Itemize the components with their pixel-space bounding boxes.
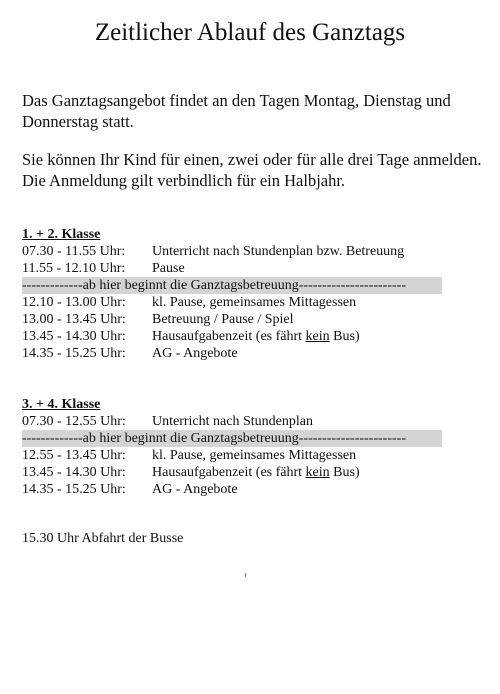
underlined-word: kein <box>305 465 330 480</box>
schedule-grade-3-4 <box>22 413 442 498</box>
schedule-row <box>22 294 442 311</box>
schedule-time: 07.30 - 12.55 Uhr: <box>22 414 126 429</box>
schedule-time: 14.35 - 15.25 Uhr: <box>22 482 126 497</box>
schedule-time: 11.55 - 12.10 Uhr: <box>22 261 126 276</box>
schedule-row <box>22 243 442 260</box>
schedule-description: Unterricht nach Stundenplan <box>152 414 313 429</box>
underlined-word: kein <box>305 329 330 344</box>
schedule-row <box>22 345 442 362</box>
schedule-description: kl. Pause, gemeinsames Mittagessen <box>152 448 357 463</box>
schedule-description: AG - Angebote <box>152 346 238 361</box>
bus-departure-note: 15.30 Uhr Abfahrt der Busse <box>22 531 184 546</box>
schedule-row <box>22 464 442 481</box>
scan-mark <box>245 573 246 577</box>
section-heading-grade-3-4: 3. + 4. Klasse <box>22 397 101 412</box>
schedule-row <box>22 447 442 464</box>
schedule-description: Pause <box>152 261 185 276</box>
schedule-description: AG - Angebote <box>152 482 238 497</box>
schedule-row <box>22 311 442 328</box>
schedule-row <box>22 328 442 345</box>
schedule-description: Unterricht nach Stundenplan bzw. Betreuung <box>152 244 405 259</box>
page-title: Zeitlicher Ablauf des Ganztags <box>94 19 406 46</box>
schedule-time: 13.45 - 14.30 Uhr: <box>22 329 126 344</box>
schedule-time: 12.55 - 13.45 Uhr: <box>22 448 126 463</box>
schedule-time: 12.10 - 13.00 Uhr: <box>22 295 126 310</box>
description-text: Hausaufgabenzeit (es fährt <box>152 465 306 480</box>
description-text: Bus) <box>329 329 360 344</box>
schedule-row <box>22 413 442 430</box>
schedule-description: kl. Pause, gemeinsames Mittagessen <box>152 295 357 310</box>
schedule-time: 14.35 - 15.25 Uhr: <box>22 346 126 361</box>
schedule-time: 13.45 - 14.30 Uhr: <box>22 465 126 480</box>
description-text: Hausaufgabenzeit (es fährt <box>152 329 306 344</box>
schedule-row <box>22 481 442 498</box>
description-text: Bus) <box>329 465 360 480</box>
intro-paragraph-registration: Sie können Ihr Kind für einen, zwei oder für alle drei Tage anmelden. Die Anmeldung gilt verbindlich für ein Halbjahr. <box>22 150 482 190</box>
schedule-description: Betreuung / Pause / Spiel <box>152 312 294 327</box>
schedule-description <box>152 464 360 481</box>
schedule-description <box>152 328 360 345</box>
schedule-grade-1-2 <box>22 243 442 362</box>
all-day-care-divider: -------------ab hier beginnt die Ganztagsbetreuung----------------------- <box>22 430 442 447</box>
schedule-time: 13.00 - 13.45 Uhr: <box>22 312 126 327</box>
all-day-care-divider: -------------ab hier beginnt die Ganztagsbetreuung----------------------- <box>22 277 442 294</box>
schedule-row <box>22 260 442 277</box>
intro-paragraph-days: Das Ganztagsangebot findet an den Tagen Montag, Dienstag und Donnerstag statt. <box>22 91 451 131</box>
section-heading-grade-1-2: 1. + 2. Klasse <box>22 227 101 242</box>
schedule-time: 07.30 - 11.55 Uhr: <box>22 244 126 259</box>
